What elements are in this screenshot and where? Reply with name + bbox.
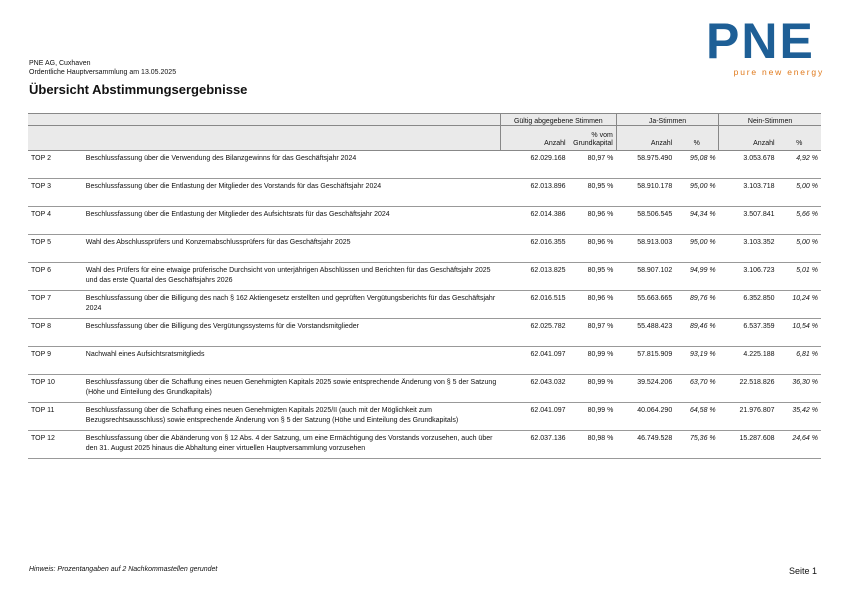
table-group-header xyxy=(28,114,821,126)
yes-votes: 46.749.528 xyxy=(616,431,675,459)
table-sub-header xyxy=(28,126,821,151)
yes-votes: 58.975.490 xyxy=(616,151,675,179)
table-row xyxy=(28,291,821,319)
resolution-text: Nachwahl eines Aufsichtsratsmitglieds xyxy=(83,347,501,375)
agenda-item: TOP 6 xyxy=(28,263,83,291)
valid-votes: 62.013.896 xyxy=(500,179,568,207)
valid-votes: 62.029.168 xyxy=(500,151,568,179)
valid-votes: 62.016.355 xyxy=(500,235,568,263)
yes-pct: 89,46 % xyxy=(675,319,718,347)
header-valid-votes: Gültig abgegebene Stimmen xyxy=(500,114,616,126)
header-pct-capital: % vom Grundkapital xyxy=(569,126,617,151)
header-yes-votes: Ja-Stimmen xyxy=(616,114,718,126)
pct-capital: 80,99 % xyxy=(569,403,617,431)
pct-capital: 80,97 % xyxy=(569,151,617,179)
no-votes: 3.507.841 xyxy=(719,207,778,235)
agenda-item: TOP 12 xyxy=(28,431,83,459)
no-pct: 5,00 % xyxy=(778,235,821,263)
header-no-votes: Nein-Stimmen xyxy=(719,114,821,126)
pct-capital: 80,97 % xyxy=(569,319,617,347)
no-pct: 35,42 % xyxy=(778,403,821,431)
table-row xyxy=(28,347,821,375)
pct-capital: 80,96 % xyxy=(569,235,617,263)
no-votes: 15.287.608 xyxy=(719,431,778,459)
no-votes: 6.352.850 xyxy=(719,291,778,319)
no-pct: 5,01 % xyxy=(778,263,821,291)
no-votes: 3.053.678 xyxy=(719,151,778,179)
no-pct: 10,24 % xyxy=(778,291,821,319)
yes-pct: 89,76 % xyxy=(675,291,718,319)
table-body xyxy=(28,151,821,459)
pct-capital: 80,99 % xyxy=(569,375,617,403)
yes-votes: 57.815.909 xyxy=(616,347,675,375)
logo-tagline: pure new energy xyxy=(733,67,824,77)
table-row xyxy=(28,431,821,459)
table-row xyxy=(28,179,821,207)
valid-votes: 62.041.097 xyxy=(500,403,568,431)
no-votes: 22.518.826 xyxy=(719,375,778,403)
valid-votes: 62.041.097 xyxy=(500,347,568,375)
table-row xyxy=(28,235,821,263)
agenda-item: TOP 4 xyxy=(28,207,83,235)
resolution-text: Beschlussfassung über die Billigung des Vergütungssystems für die Vorstandsmitglieder xyxy=(83,319,501,347)
yes-pct: 93,19 % xyxy=(675,347,718,375)
valid-votes: 62.014.386 xyxy=(500,207,568,235)
yes-pct: 64,58 % xyxy=(675,403,718,431)
resolution-text: Beschlussfassung über die Billigung des nach § 162 Aktiengesetz erstellten und geprüften Vergütungsberichts für das Geschäftsjahr 2024 xyxy=(83,291,501,319)
resolution-text: Beschlussfassung über die Entlastung der Mitglieder des Vorstands für das Geschäftsjahr 2024 xyxy=(83,179,501,207)
no-votes: 3.103.718 xyxy=(719,179,778,207)
valid-votes: 62.043.032 xyxy=(500,375,568,403)
yes-pct: 95,08 % xyxy=(675,151,718,179)
valid-votes: 62.013.825 xyxy=(500,263,568,291)
resolution-text: Wahl des Prüfers für eine etwaige prüferische Durchsicht von unterjährigen Abschlüssen und Berichten für das Geschäftsjahr 2025 und das erste Quartal des Geschäftsjahrs 2026 xyxy=(83,263,501,291)
pct-capital: 80,99 % xyxy=(569,347,617,375)
header-yes-count: Anzahl xyxy=(616,126,675,151)
table-row xyxy=(28,403,821,431)
yes-pct: 75,36 % xyxy=(675,431,718,459)
yes-pct: 94,99 % xyxy=(675,263,718,291)
resolution-text: Beschlussfassung über die Abänderung von § 12 Abs. 4 der Satzung, um eine Ermächtigung des Vorstands vorzusehen, auch über den 31. August 2025 hinaus die Abhaltung einer virtuellen Hauptversammlung vorzusehen xyxy=(83,431,501,459)
valid-votes: 62.016.515 xyxy=(500,291,568,319)
no-votes: 3.103.352 xyxy=(719,235,778,263)
yes-votes: 58.910.178 xyxy=(616,179,675,207)
pct-capital: 80,96 % xyxy=(569,207,617,235)
meeting-date: Ordentliche Hauptversammlung am 13.05.2025 xyxy=(29,69,177,76)
no-votes: 4.225.188 xyxy=(719,347,778,375)
yes-pct: 95,00 % xyxy=(675,179,718,207)
no-votes: 6.537.359 xyxy=(719,319,778,347)
voting-results-table xyxy=(28,113,821,459)
agenda-item: TOP 10 xyxy=(28,375,83,403)
yes-votes: 55.663.665 xyxy=(616,291,675,319)
resolution-text: Beschlussfassung über die Verwendung des Bilanzgewinns für das Geschäftsjahr 2024 xyxy=(83,151,501,179)
header-no-pct: % xyxy=(778,126,821,151)
header-no-count: Anzahl xyxy=(719,126,778,151)
yes-votes: 40.064.290 xyxy=(616,403,675,431)
agenda-item: TOP 7 xyxy=(28,291,83,319)
no-pct: 36,30 % xyxy=(778,375,821,403)
table-row xyxy=(28,319,821,347)
no-pct: 5,00 % xyxy=(778,179,821,207)
resolution-text: Beschlussfassung über die Entlastung der Mitglieder des Aufsichtsrats für das Geschäftsjahr 2024 xyxy=(83,207,501,235)
header-count: Anzahl xyxy=(500,126,568,151)
no-pct: 10,54 % xyxy=(778,319,821,347)
pct-capital: 80,95 % xyxy=(569,263,617,291)
header-yes-pct: % xyxy=(675,126,718,151)
logo-wordmark: PNE xyxy=(706,13,815,69)
resolution-text: Beschlussfassung über die Schaffung eines neuen Genehmigten Kapitals 2025/II (auch mit der Möglichkeit zum Bezugsrechtsausschluss) sowie entsprechende Änderung von § 5 der Satzung (Höhe und Einteilung des Grundkapitals) xyxy=(83,403,501,431)
pct-capital: 80,95 % xyxy=(569,179,617,207)
agenda-item: TOP 5 xyxy=(28,235,83,263)
yes-votes: 58.907.102 xyxy=(616,263,675,291)
rounding-footnote: Hinweis: Prozentangaben auf 2 Nachkommastellen gerundet xyxy=(29,566,218,573)
agenda-item: TOP 11 xyxy=(28,403,83,431)
yes-votes: 55.488.423 xyxy=(616,319,675,347)
yes-votes: 39.524.206 xyxy=(616,375,675,403)
no-votes: 21.976.807 xyxy=(719,403,778,431)
yes-pct: 63,70 % xyxy=(675,375,718,403)
no-pct: 4,92 % xyxy=(778,151,821,179)
pct-capital: 80,96 % xyxy=(569,291,617,319)
table-row xyxy=(28,375,821,403)
page-number: Seite 1 xyxy=(789,566,818,576)
no-pct: 24,64 % xyxy=(778,431,821,459)
pct-capital: 80,98 % xyxy=(569,431,617,459)
valid-votes: 62.025.782 xyxy=(500,319,568,347)
company-info xyxy=(29,59,176,77)
yes-pct: 95,00 % xyxy=(675,235,718,263)
yes-pct: 94,34 % xyxy=(675,207,718,235)
agenda-item: TOP 8 xyxy=(28,319,83,347)
page-title: Übersicht Abstimmungsergebnisse xyxy=(29,82,248,97)
resolution-text: Beschlussfassung über die Schaffung eines neuen Genehmigten Kapitals 2025 sowie entsprechende Änderung von § 5 der Satzung (Höhe und Einteilung des Grundkapitals) xyxy=(83,375,501,403)
no-pct: 5,66 % xyxy=(778,207,821,235)
agenda-item: TOP 2 xyxy=(28,151,83,179)
company-name: PNE AG, Cuxhaven xyxy=(29,60,91,67)
table-row xyxy=(28,151,821,179)
agenda-item: TOP 9 xyxy=(28,347,83,375)
table-row xyxy=(28,207,821,235)
pne-logo xyxy=(706,13,824,78)
agenda-item: TOP 3 xyxy=(28,179,83,207)
table-row xyxy=(28,263,821,291)
yes-votes: 58.913.003 xyxy=(616,235,675,263)
no-votes: 3.106.723 xyxy=(719,263,778,291)
no-pct: 6,81 % xyxy=(778,347,821,375)
resolution-text: Wahl des Abschlussprüfers und Konzernabschlussprüfers für das Geschäftsjahr 2025 xyxy=(83,235,501,263)
valid-votes: 62.037.136 xyxy=(500,431,568,459)
yes-votes: 58.506.545 xyxy=(616,207,675,235)
